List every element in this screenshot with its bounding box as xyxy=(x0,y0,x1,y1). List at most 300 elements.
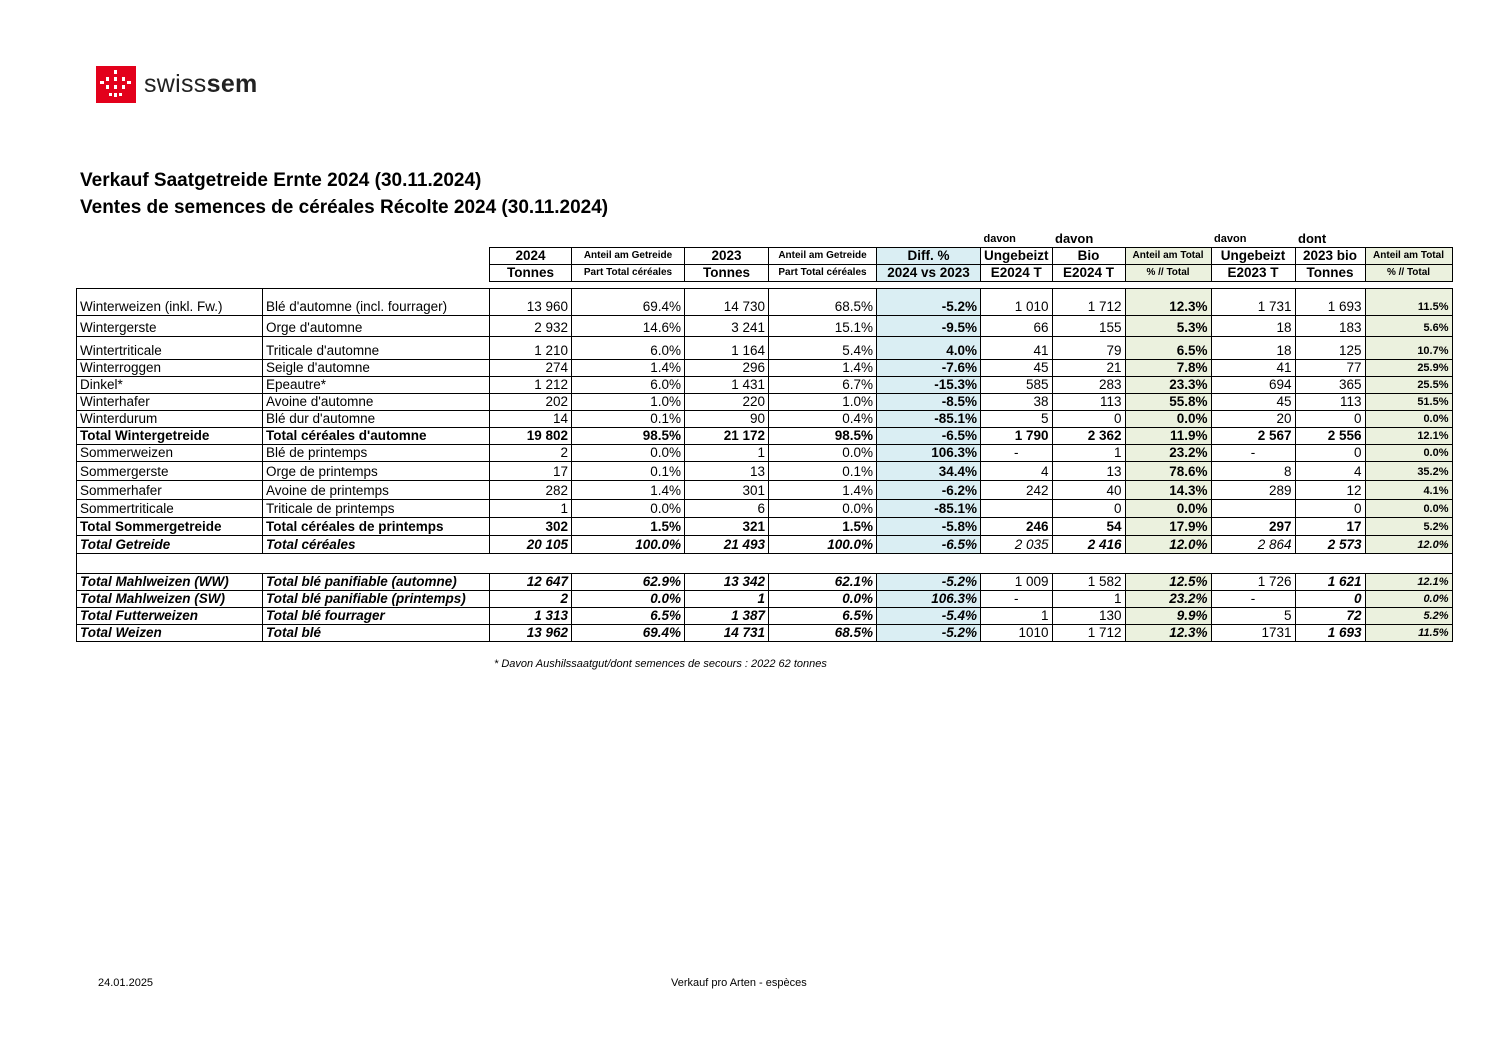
cell-value: 3 241 xyxy=(685,316,769,337)
cell-value: -5.8% xyxy=(877,518,981,536)
cell-value: 40 xyxy=(1052,481,1125,500)
cell-value: 0 xyxy=(1295,445,1365,462)
cell-value: 296 xyxy=(685,360,769,377)
cell-value: 15.1% xyxy=(769,316,877,337)
table-row xyxy=(77,316,1453,337)
cell-value: 18 xyxy=(1211,337,1295,360)
cell-value: 12 647 xyxy=(490,574,572,591)
cell-value: 242 xyxy=(981,481,1053,500)
cell-value: 6.7% xyxy=(769,377,877,394)
header-row2 xyxy=(77,265,1453,282)
cell-value: 274 xyxy=(490,360,572,377)
cell-value: - xyxy=(1211,445,1295,462)
cell-value: 2 556 xyxy=(1295,428,1365,445)
cell-value: 38 xyxy=(981,394,1053,411)
spacer-cell xyxy=(77,282,1453,289)
cell-value: 0.4% xyxy=(769,411,877,428)
column-header: Ungebeizt xyxy=(981,248,1053,265)
row-label-de: Total Wintergetreide xyxy=(77,428,263,445)
cell-value: 1 313 xyxy=(490,608,572,625)
cell-value: 12.1% xyxy=(1365,574,1452,591)
cell-value: 1 621 xyxy=(1295,574,1365,591)
header-blank xyxy=(1125,231,1211,248)
cell-value: 0.0% xyxy=(1365,500,1452,518)
row-label-de: Wintergerste xyxy=(77,316,263,337)
spacer-row xyxy=(77,282,1453,289)
cell-value: 23.2% xyxy=(1125,591,1211,608)
footer-date: 24.01.2025 xyxy=(98,977,154,989)
cell-value: 1.4% xyxy=(572,481,685,500)
table-row xyxy=(77,625,1453,642)
cell-value: 0 xyxy=(1052,411,1125,428)
column-header: Tonnes xyxy=(685,265,769,282)
cell-value: 1.5% xyxy=(769,518,877,536)
cell-value: 0.0% xyxy=(1365,445,1452,462)
table-row xyxy=(77,360,1453,377)
cell-value: 6.5% xyxy=(1125,337,1211,360)
footer-center: Verkauf pro Arten - espèces xyxy=(671,977,807,989)
cell-value: 98.5% xyxy=(769,428,877,445)
column-header: 2024 vs 2023 xyxy=(877,265,981,282)
cell-value: 1 693 xyxy=(1295,289,1365,316)
cell-value: 1010 xyxy=(981,625,1053,642)
cell-value: 14.6% xyxy=(572,316,685,337)
row-label-fr: Orge de printemps xyxy=(263,462,490,481)
row-label-fr: Seigle d'automne xyxy=(263,360,490,377)
cell-value: 13 962 xyxy=(490,625,572,642)
table-row xyxy=(77,481,1453,500)
column-header: Anteil am Total xyxy=(1125,248,1211,265)
table-row xyxy=(77,394,1453,411)
cell-value: 1 009 xyxy=(981,574,1053,591)
cell-value: 14 xyxy=(490,411,572,428)
cell-value: 66 xyxy=(981,316,1053,337)
cell-value: 5.3% xyxy=(1125,316,1211,337)
table-row xyxy=(77,608,1453,625)
row-label-fr: Total céréales d'automne xyxy=(263,428,490,445)
cell-value: 0.0% xyxy=(769,445,877,462)
cell-value: 12.3% xyxy=(1125,625,1211,642)
cell-value: -5.4% xyxy=(877,608,981,625)
cell-value: 2 864 xyxy=(1211,536,1295,554)
cell-value: 365 xyxy=(1295,377,1365,394)
row-label-de: Sommertriticale xyxy=(77,500,263,518)
cell-value: 55.8% xyxy=(1125,394,1211,411)
cell-value: 34.4% xyxy=(877,462,981,481)
cell-value: 62.9% xyxy=(572,574,685,591)
cell-value: 12.0% xyxy=(1125,536,1211,554)
cell-value: -15.3% xyxy=(877,377,981,394)
cell-value: 2 xyxy=(490,591,572,608)
cell-value: 14.3% xyxy=(1125,481,1211,500)
cell-value: 10.7% xyxy=(1365,337,1452,360)
header-blank xyxy=(572,231,685,248)
cell-value: 6.0% xyxy=(572,337,685,360)
table-row xyxy=(77,445,1453,462)
cell-value: 289 xyxy=(1211,481,1295,500)
header-blank xyxy=(263,248,490,265)
row-label-de: Sommergerste xyxy=(77,462,263,481)
column-header: Bio xyxy=(1052,248,1125,265)
row-label-de: Total Getreide xyxy=(77,536,263,554)
header-davon: davon xyxy=(1214,233,1247,245)
cell-value: 1 164 xyxy=(685,337,769,360)
row-label-fr: Triticale de printemps xyxy=(263,500,490,518)
cell-value: 13 960 xyxy=(490,289,572,316)
cell-value: 5.4% xyxy=(769,337,877,360)
header-davon: davon xyxy=(1055,231,1094,246)
cell-value: 51.5% xyxy=(1365,394,1452,411)
cell-value: 14 731 xyxy=(685,625,769,642)
cell-value: 69.4% xyxy=(572,289,685,316)
cell-value: 0.0% xyxy=(769,591,877,608)
cell-value xyxy=(1211,500,1295,518)
cell-value: 21 xyxy=(1052,360,1125,377)
cell-value: -85.1% xyxy=(877,411,981,428)
header-blank xyxy=(1365,231,1452,248)
table-row xyxy=(77,428,1453,445)
cell-value: 25.9% xyxy=(1365,360,1452,377)
cell-value: -5.2% xyxy=(877,574,981,591)
row-label-fr: Total blé panifiable (automne) xyxy=(263,574,490,591)
cell-value: 2 035 xyxy=(981,536,1053,554)
cell-value: 0.0% xyxy=(769,500,877,518)
header-blank xyxy=(77,248,263,265)
column-header: Anteil am Getreide xyxy=(769,248,877,265)
swisssem-logo xyxy=(96,66,258,103)
cell-value: 1.4% xyxy=(769,481,877,500)
cell-value: 9.9% xyxy=(1125,608,1211,625)
column-header: % // Total xyxy=(1365,265,1452,282)
cell-value: 0 xyxy=(1052,500,1125,518)
row-label-de: Wintertriticale xyxy=(77,337,263,360)
cell-value: 1 xyxy=(490,500,572,518)
row-label-fr: Total blé panifiable (printemps) xyxy=(263,591,490,608)
cell-value: 2 567 xyxy=(1211,428,1295,445)
cell-value: -8.5% xyxy=(877,394,981,411)
cell-value: 4.0% xyxy=(877,337,981,360)
cell-value: 45 xyxy=(981,360,1053,377)
cell-value: 100.0% xyxy=(572,536,685,554)
cell-value: 0 xyxy=(1295,500,1365,518)
gap-row xyxy=(77,554,1453,574)
cell-value: 183 xyxy=(1295,316,1365,337)
cell-value: 0 xyxy=(1295,591,1365,608)
cell-value: 7.8% xyxy=(1125,360,1211,377)
cell-value: 301 xyxy=(685,481,769,500)
cell-value: - xyxy=(981,445,1053,462)
row-label-fr: Total céréales xyxy=(263,536,490,554)
cell-value: 1.5% xyxy=(572,518,685,536)
cell-value: -85.1% xyxy=(877,500,981,518)
cell-value: 5.2% xyxy=(1365,608,1452,625)
column-header: Tonnes xyxy=(490,265,572,282)
cell-value: 1 xyxy=(981,608,1053,625)
cell-value: 0.0% xyxy=(572,445,685,462)
sales-table xyxy=(76,231,1453,642)
row-label-fr: Avoine d'automne xyxy=(263,394,490,411)
header-row1 xyxy=(77,248,1453,265)
cell-value: 4 xyxy=(1295,462,1365,481)
row-label-fr: Total céréales de printemps xyxy=(263,518,490,536)
gap-cell xyxy=(77,554,1453,574)
footnote: * Davon Aushilssaatgut/dont semences de secours : 2022 62 tonnes xyxy=(494,658,827,670)
cell-value: 1 582 xyxy=(1052,574,1125,591)
cell-value: 20 105 xyxy=(490,536,572,554)
table-row xyxy=(77,337,1453,360)
cell-value: 17.9% xyxy=(1125,518,1211,536)
cell-value: 2 416 xyxy=(1052,536,1125,554)
row-label-de: Total Mahlweizen (SW) xyxy=(77,591,263,608)
cell-value: 1 010 xyxy=(981,289,1053,316)
cell-value: 77 xyxy=(1295,360,1365,377)
cell-value: 283 xyxy=(1052,377,1125,394)
cell-value: 694 xyxy=(1211,377,1295,394)
column-header: E2024 T xyxy=(981,265,1053,282)
cell-value xyxy=(981,500,1053,518)
header-davon: dont xyxy=(1298,231,1327,246)
column-header: 2023 xyxy=(685,248,769,265)
cell-value: 12.1% xyxy=(1365,428,1452,445)
cell-value: 0.1% xyxy=(572,411,685,428)
row-label-fr: Blé dur d'automne xyxy=(263,411,490,428)
page-title-de: Verkauf Saatgetreide Ernte 2024 (30.11.2024) xyxy=(80,170,482,191)
cell-value: 1 693 xyxy=(1295,625,1365,642)
table-row xyxy=(77,500,1453,518)
header-blank xyxy=(877,231,981,248)
cell-value: 18 xyxy=(1211,316,1295,337)
row-label-fr: Avoine de printemps xyxy=(263,481,490,500)
row-label-fr: Epeautre* xyxy=(263,377,490,394)
cell-value: 1 xyxy=(1052,591,1125,608)
cell-value: 11.5% xyxy=(1365,625,1452,642)
cell-value: 0.0% xyxy=(1365,411,1452,428)
cell-value: 12.0% xyxy=(1365,536,1452,554)
cell-value: 282 xyxy=(490,481,572,500)
table-row xyxy=(77,518,1453,536)
cell-value: 5 xyxy=(981,411,1053,428)
cell-value: -6.5% xyxy=(877,428,981,445)
cell-value: - xyxy=(1211,591,1295,608)
cell-value: 0.0% xyxy=(1125,500,1211,518)
cell-value: 11.5% xyxy=(1365,289,1452,316)
cell-value: 106.3% xyxy=(877,445,981,462)
table-row xyxy=(77,462,1453,481)
cell-value: 72 xyxy=(1295,608,1365,625)
cell-value: 1 712 xyxy=(1052,289,1125,316)
cell-value: 1 xyxy=(1052,445,1125,462)
cell-value: 68.5% xyxy=(769,289,877,316)
cell-value: 25.5% xyxy=(1365,377,1452,394)
cell-value: 6.5% xyxy=(572,608,685,625)
page-title-fr: Ventes de semences de céréales Récolte 2024 (30.11.2024) xyxy=(80,197,609,218)
row-label-fr: Total blé fourrager xyxy=(263,608,490,625)
cell-value: 0 xyxy=(1295,411,1365,428)
cell-value: 13 xyxy=(1052,462,1125,481)
header-davon-row xyxy=(77,231,1453,248)
row-label-de: Dinkel* xyxy=(77,377,263,394)
table-row xyxy=(77,591,1453,608)
row-label-de: Total Sommergetreide xyxy=(77,518,263,536)
cell-value: 19 802 xyxy=(490,428,572,445)
column-header: Diff. % xyxy=(877,248,981,265)
cell-value: 90 xyxy=(685,411,769,428)
cell-value: 1 731 xyxy=(1211,289,1295,316)
cell-value: 1.0% xyxy=(769,394,877,411)
column-header: Part Total céréales xyxy=(572,265,685,282)
cell-value: 41 xyxy=(981,337,1053,360)
row-label-fr: Blé de printemps xyxy=(263,445,490,462)
cell-value: 23.3% xyxy=(1125,377,1211,394)
cell-value: 6 xyxy=(685,500,769,518)
cell-value: -6.2% xyxy=(877,481,981,500)
cell-value: 155 xyxy=(1052,316,1125,337)
cell-value: 17 xyxy=(490,462,572,481)
header-blank xyxy=(685,231,769,248)
row-label-fr: Triticale d'automne xyxy=(263,337,490,360)
logo-wordmark: swisssem xyxy=(144,70,258,98)
row-label-de: Winterroggen xyxy=(77,360,263,377)
cell-value: 0.0% xyxy=(572,591,685,608)
cell-value: 1.4% xyxy=(572,360,685,377)
cell-value: 12.5% xyxy=(1125,574,1211,591)
column-header: E2024 T xyxy=(1052,265,1125,282)
header-blank xyxy=(769,231,877,248)
column-header: Ungebeizt xyxy=(1211,248,1295,265)
header-davon: davon xyxy=(983,233,1016,245)
cell-value: 4.1% xyxy=(1365,481,1452,500)
cell-value: 21 493 xyxy=(685,536,769,554)
row-label-de: Winterdurum xyxy=(77,411,263,428)
cell-value: 41 xyxy=(1211,360,1295,377)
column-header: Anteil am Total xyxy=(1365,248,1452,265)
header-blank xyxy=(77,231,263,248)
cell-value: 0.1% xyxy=(769,462,877,481)
row-label-de: Winterweizen (inkl. Fw.) xyxy=(77,289,263,316)
cell-value: 1 726 xyxy=(1211,574,1295,591)
cell-value: 8 xyxy=(1211,462,1295,481)
cell-value: 1 xyxy=(685,591,769,608)
cell-value: 23.2% xyxy=(1125,445,1211,462)
cell-value: 5 xyxy=(1211,608,1295,625)
cell-value: 54 xyxy=(1052,518,1125,536)
cell-value: 2 362 xyxy=(1052,428,1125,445)
cell-value: 220 xyxy=(685,394,769,411)
cell-value: 12 xyxy=(1295,481,1365,500)
cell-value: 1.4% xyxy=(769,360,877,377)
cell-value: 79 xyxy=(1052,337,1125,360)
table-row xyxy=(77,411,1453,428)
cell-value: 68.5% xyxy=(769,625,877,642)
cell-value: 2 573 xyxy=(1295,536,1365,554)
column-header: 2023 bio xyxy=(1295,248,1365,265)
cell-value: -9.5% xyxy=(877,316,981,337)
cell-value: 62.1% xyxy=(769,574,877,591)
cell-value: 1 431 xyxy=(685,377,769,394)
cell-value: 4 xyxy=(981,462,1053,481)
cell-value: 246 xyxy=(981,518,1053,536)
cell-value: 1731 xyxy=(1211,625,1295,642)
cell-value: 202 xyxy=(490,394,572,411)
row-label-de: Winterhafer xyxy=(77,394,263,411)
row-label-fr: Blé d'automne (incl. fourrager) xyxy=(263,289,490,316)
cell-value: 321 xyxy=(685,518,769,536)
table-row xyxy=(77,377,1453,394)
cell-value: 2 xyxy=(490,445,572,462)
cell-value: 45 xyxy=(1211,394,1295,411)
logo-mark-icon xyxy=(96,66,136,103)
cell-value: 13 xyxy=(685,462,769,481)
table-row xyxy=(77,574,1453,591)
cell-value: 0.0% xyxy=(1125,411,1211,428)
cell-value: 1 212 xyxy=(490,377,572,394)
cell-value: -7.6% xyxy=(877,360,981,377)
header-blank xyxy=(263,265,490,282)
row-label-de: Total Futterweizen xyxy=(77,608,263,625)
cell-value: 1 387 xyxy=(685,608,769,625)
cell-value: 14 730 xyxy=(685,289,769,316)
header-blank xyxy=(77,265,263,282)
cell-value: 69.4% xyxy=(572,625,685,642)
cell-value: 125 xyxy=(1295,337,1365,360)
cell-value: 6.5% xyxy=(769,608,877,625)
row-label-de: Sommerhafer xyxy=(77,481,263,500)
cell-value: 1.0% xyxy=(572,394,685,411)
row-label-fr: Orge d'automne xyxy=(263,316,490,337)
column-header: 2024 xyxy=(490,248,572,265)
cell-value: 1 210 xyxy=(490,337,572,360)
cell-value: 17 xyxy=(1295,518,1365,536)
cell-value: 0.0% xyxy=(572,500,685,518)
cell-value: 11.9% xyxy=(1125,428,1211,445)
cell-value: 1 790 xyxy=(981,428,1053,445)
column-header: Tonnes xyxy=(1295,265,1365,282)
cell-value: 20 xyxy=(1211,411,1295,428)
cell-value: 13 342 xyxy=(685,574,769,591)
cell-value: 297 xyxy=(1211,518,1295,536)
header-blank xyxy=(263,231,490,248)
cell-value: 12.3% xyxy=(1125,289,1211,316)
cell-value: 5.6% xyxy=(1365,316,1452,337)
row-label-de: Sommerweizen xyxy=(77,445,263,462)
cell-value: 302 xyxy=(490,518,572,536)
cell-value: 5.2% xyxy=(1365,518,1452,536)
row-label-de: Total Weizen xyxy=(77,625,263,642)
cell-value: 0.0% xyxy=(1365,591,1452,608)
header-blank xyxy=(490,231,572,248)
cell-value: 130 xyxy=(1052,608,1125,625)
cell-value: 2 932 xyxy=(490,316,572,337)
cell-value: 21 172 xyxy=(685,428,769,445)
cell-value: -5.2% xyxy=(877,289,981,316)
cell-value: 106.3% xyxy=(877,591,981,608)
cell-value: 1 712 xyxy=(1052,625,1125,642)
cell-value: -6.5% xyxy=(877,536,981,554)
cell-value: 100.0% xyxy=(769,536,877,554)
cell-value: - xyxy=(981,591,1053,608)
cell-value: 6.0% xyxy=(572,377,685,394)
cell-value: 98.5% xyxy=(572,428,685,445)
cell-value: 113 xyxy=(1295,394,1365,411)
cell-value: -5.2% xyxy=(877,625,981,642)
row-label-de: Total Mahlweizen (WW) xyxy=(77,574,263,591)
column-header: E2023 T xyxy=(1211,265,1295,282)
table-row xyxy=(77,289,1453,316)
cell-value: 585 xyxy=(981,377,1053,394)
cell-value: 113 xyxy=(1052,394,1125,411)
cell-value: 0.1% xyxy=(572,462,685,481)
table-row xyxy=(77,536,1453,554)
